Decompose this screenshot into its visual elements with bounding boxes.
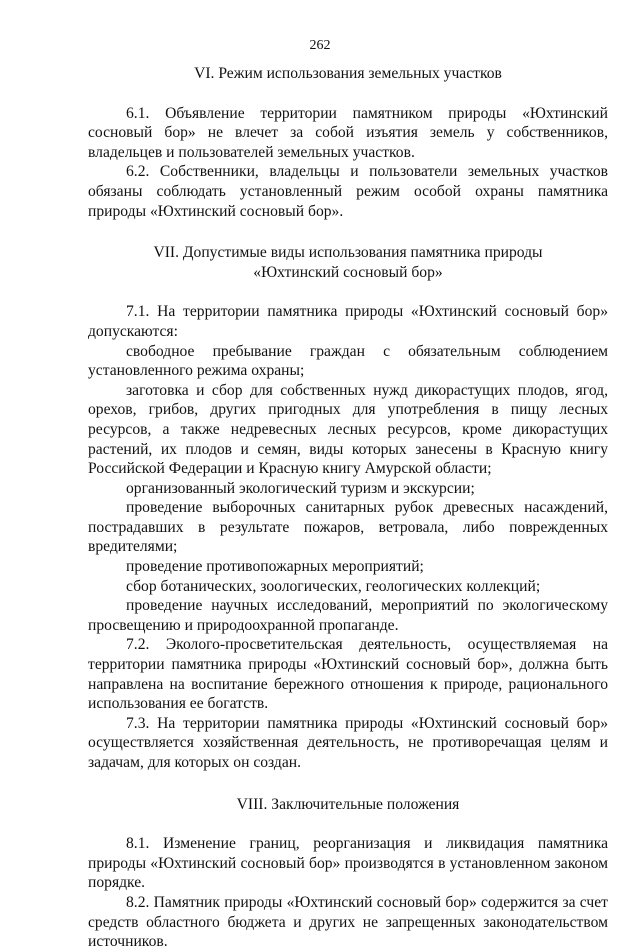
- list-item: сбор ботанических, зоологических, геологических коллекций;: [126, 577, 541, 595]
- list-item: свободное пребывание граждан с обязательным соблюдением установленного режима охраны;: [88, 342, 608, 380]
- page-number: 262: [309, 38, 331, 53]
- list-item: проведение противопожарных мероприятий;: [126, 558, 424, 576]
- paragraph-6-1: 6.1. Объявление территории памятником природы «Юхтинский сосновый бор» не влечет за собой изъятия земель у собственников, владельцев и пользователей земельных участков.: [88, 104, 608, 161]
- paragraph-7-3: 7.3. На территории памятника природы «Юхтинский сосновый бор» осуществляется хозяйственная деятельность, не противоречащая целям и задачам, для которых он создан.: [88, 714, 608, 771]
- list-item: проведение выборочных санитарных рубок древесных насаждений, пострадавших в результате пожаров, ветровала, либо поврежденных вредителями;: [88, 499, 608, 556]
- section-8-title: VIII. Заключительные положения: [236, 795, 460, 813]
- paragraph-6-2: 6.2. Собственники, владельцы и пользователи земельных участков обязаны соблюдать установленный режим особой охраны памятника природы «Юхтинский сосновый бор».: [88, 163, 608, 220]
- paragraph-8-1: 8.1. Изменение границ, реорганизация и ликвидация памятника природы «Юхтинский сосновый бор» производятся в установленном законом порядке.: [88, 835, 608, 892]
- document-body: [88, 64, 608, 952]
- paragraph-7-2: 7.2. Эколого-просветительская деятельность, осуществляемая на территории памятника природы «Юхтинский сосновый бор», должна быть направлена на воспитание бережного отношения к природе, рационального использования ее богатств.: [88, 636, 608, 713]
- list-item: заготовка и сбор для собственных нужд дикорастущих плодов, ягод, орехов, грибов, других пригодных для употребления в пищу лесных ресурсов, а также недревесных лесных ресурсов, кроме дикорастущих растений, их плодов и семян, виды которых занесены в Красную книгу Российской Федерации и Красную книгу Амурской области;: [88, 381, 608, 478]
- list-item: проведение научных исследований, мероприятий по экологическому просвещению и природоохранной пропаганде.: [88, 597, 608, 634]
- list-item: организованный экологический туризм и экскурсии;: [126, 479, 475, 497]
- section-6-title: VI. Режим использования земельных участков: [194, 65, 502, 82]
- section-7-title-line2: «Юхтинский сосновый бор»: [253, 263, 443, 281]
- section-7-title-line1: VII. Допустимые виды использования памятника природы: [153, 244, 543, 262]
- paragraph-7-1: 7.1. На территории памятника природы «Юхтинский сосновый бор» допускаются:: [88, 303, 608, 340]
- paragraph-8-2: 8.2. Памятник природы «Юхтинский сосновый бор» содержится за счет средств областного бюджета и других не запрещенных законодательством источников.: [88, 893, 608, 951]
